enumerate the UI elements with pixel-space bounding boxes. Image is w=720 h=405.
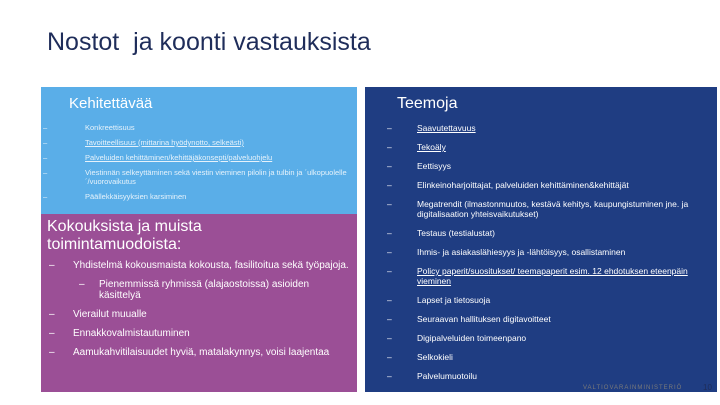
bullet-dash: –: [387, 295, 392, 305]
list-item: [49, 309, 349, 320]
bullet-dash: –: [43, 123, 48, 132]
list-item: [387, 266, 707, 286]
list-subitem: [49, 279, 349, 301]
bullet-dash: –: [387, 123, 392, 133]
list-item: [387, 352, 707, 362]
kehitettavaa-panel: [41, 87, 357, 218]
list-item-text: Seuraavan hallituksen digitavoitteet: [417, 314, 551, 324]
list-item-text: Elinkeinoharjoittajat, palveluiden kehittäminen&kehittäjät: [417, 180, 629, 190]
list-item: [387, 180, 707, 190]
list-item-text: Tekoäly: [417, 142, 446, 152]
bullet-dash: –: [387, 142, 392, 152]
list-item: [43, 168, 349, 186]
list-item-text: Digipalveluiden toimeenpano: [417, 333, 527, 343]
page-number: 10: [703, 383, 712, 392]
list-item-text: Lapset ja tietosuoja: [417, 295, 491, 305]
kokouksista-panel: [41, 214, 357, 392]
teemoja-panel: [365, 87, 717, 392]
bullet-dash: –: [387, 314, 392, 324]
list-item-text: Saavutettavuus: [417, 123, 476, 133]
ministry-logo: VALTIOVARAINMINISTERIÖ: [583, 385, 683, 391]
teemoja-heading: Teemoja: [397, 95, 458, 112]
bullet-dash: –: [43, 192, 48, 201]
bullet-dash: –: [79, 279, 85, 290]
bullet-dash: –: [387, 228, 392, 238]
list-item: [43, 192, 349, 201]
bullet-dash: –: [49, 260, 55, 271]
list-item: [387, 247, 707, 257]
bullet-dash: –: [43, 168, 48, 177]
list-item-text: Policy paperit/suositukset/ teemapaperit esim. 12 ehdotuksen eteenpäin vieminen: [417, 266, 688, 286]
list-item-text: Aamukahvitilaisuudet hyviä, matalakynnys, voisi laajentaa: [73, 347, 330, 358]
list-item-text: Viestinnän selkeyttäminen sekä viestin vieminen pilolin ja tulbin ja ´ulkopuolelle´/vuorovaikutus: [85, 168, 347, 186]
kehitettavaa-heading: Kehitettävää: [69, 95, 153, 112]
list-item: [43, 138, 349, 147]
list-item: [387, 142, 707, 152]
kehitettavaa-list: [43, 123, 349, 207]
list-item-text: Tavoitteellisuus (mittarina hyödynotto, selkeästi): [85, 138, 244, 147]
list-item: [387, 295, 707, 305]
bullet-dash: –: [387, 352, 392, 362]
list-item-text: Palvelumuotoilu: [417, 371, 478, 381]
list-item: [387, 123, 707, 133]
bullet-dash: –: [387, 333, 392, 343]
bullet-dash: –: [387, 161, 392, 171]
list-item-text: Päällekkäisyyksien karsiminen: [85, 192, 187, 201]
list-item-text: Megatrendit (ilmastonmuutos, kestävä kehitys, kaupungistuminen jne. ja digitalisaation yhteisvaikutukset): [417, 199, 689, 219]
list-item: [49, 260, 349, 271]
list-item-text: Konkreettisuus: [85, 123, 135, 132]
list-item: [387, 371, 707, 381]
list-item-text: Eettisyys: [417, 161, 452, 171]
list-item: [49, 328, 349, 339]
list-item: [387, 161, 707, 171]
bullet-dash: –: [387, 199, 392, 209]
bullet-dash: –: [49, 309, 55, 320]
slide-title: Nostot ja koonti vastauksista: [47, 28, 371, 56]
list-item: [43, 153, 349, 162]
list-item-text: Palveluiden kehittäminen/kehittäjäkonsepti/palveluohjelu: [85, 153, 273, 162]
list-item-text: Selkokieli: [417, 352, 453, 362]
teemoja-list: [387, 123, 707, 390]
list-item: [387, 199, 707, 219]
list-item: [49, 347, 349, 358]
bullet-dash: –: [387, 371, 392, 381]
list-item-text: Ihmis- ja asiakaslähiesyys ja -lähtöisyys, osallistaminen: [417, 247, 626, 257]
list-item-text: Yhdistelmä kokousmaista kokousta, fasilitoitua sekä työpajoja.: [73, 260, 349, 271]
list-item-text: Pienemmissä ryhmissä (alajaostoissa) asioiden käsittelyä: [99, 279, 310, 301]
list-item: [387, 314, 707, 324]
bullet-dash: –: [387, 180, 392, 190]
list-item-text: Ennakkovalmistautuminen: [73, 328, 190, 339]
list-item-text: Vierailut muualle: [73, 309, 147, 320]
bullet-dash: –: [43, 138, 48, 147]
kokouksista-heading: Kokouksista ja muista toimintamuodoista:: [47, 218, 202, 253]
bullet-dash: –: [49, 347, 55, 358]
list-item: [387, 228, 707, 238]
list-item: [43, 123, 349, 132]
list-item: [387, 333, 707, 343]
bullet-dash: –: [49, 328, 55, 339]
bullet-dash: –: [43, 153, 48, 162]
list-item-text: Testaus (testialustat): [417, 228, 495, 238]
bullet-dash: –: [387, 266, 392, 276]
kokouksista-list: [49, 260, 349, 366]
bullet-dash: –: [387, 247, 392, 257]
